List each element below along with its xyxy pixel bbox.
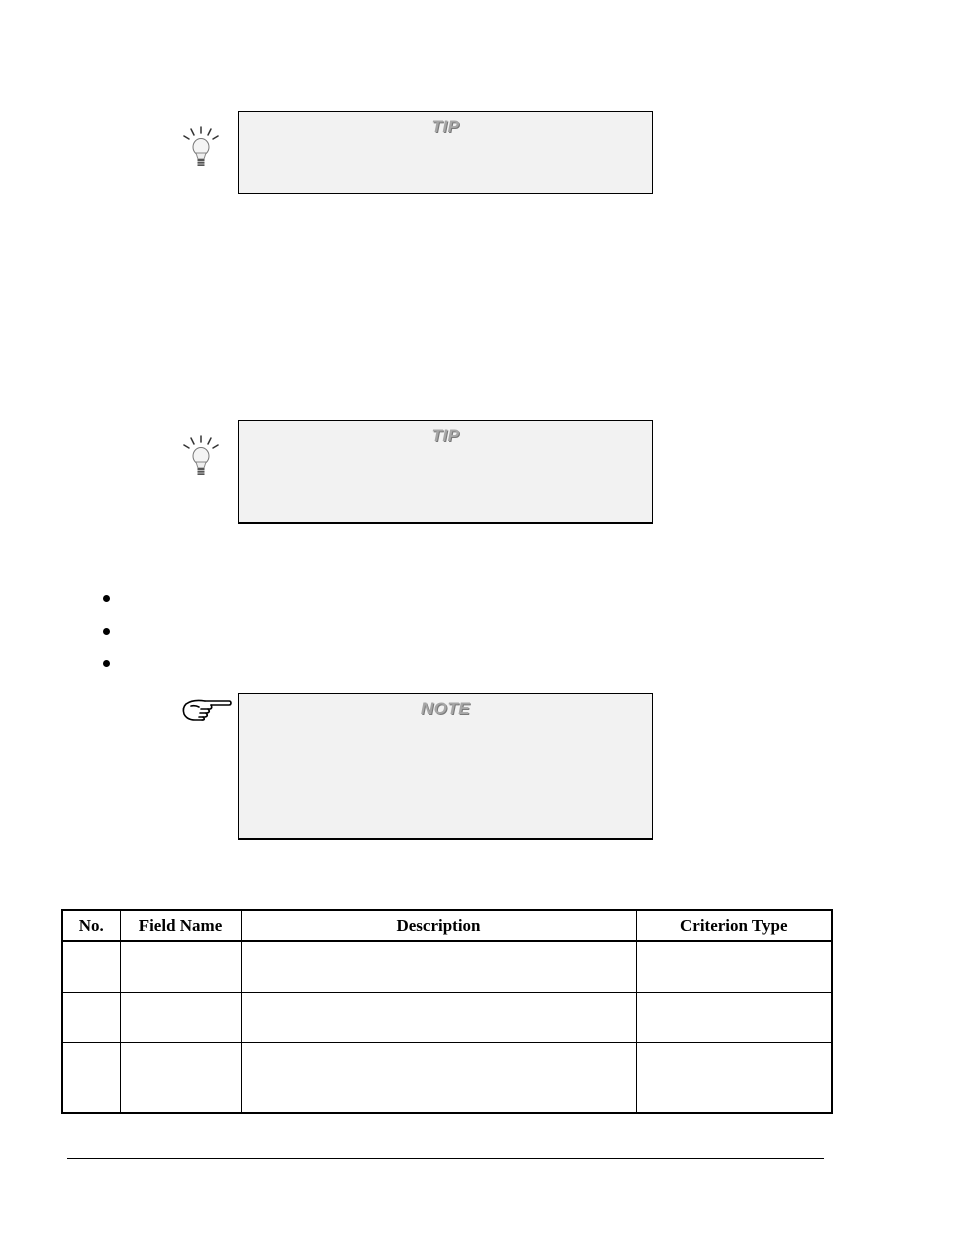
table-cell — [636, 1042, 832, 1113]
table-row — [62, 941, 832, 992]
list-bullet — [103, 595, 110, 602]
column-header-criterion-type: Criterion Type — [636, 910, 832, 941]
callout-title: NOTE — [420, 699, 471, 718]
lightbulb-icon — [180, 435, 222, 479]
callout-title: TIP — [431, 117, 460, 136]
callout-title: TIP — [431, 426, 460, 445]
table-cell — [120, 941, 241, 992]
column-header-field-name: Field Name — [120, 910, 241, 941]
list-bullet — [103, 628, 110, 635]
footer-divider — [67, 1158, 824, 1159]
table-cell — [241, 992, 636, 1042]
table-cell — [120, 1042, 241, 1113]
table-row — [62, 992, 832, 1042]
table-cell — [636, 941, 832, 992]
table-cell — [241, 1042, 636, 1113]
list-bullet — [103, 660, 110, 667]
table-cell — [62, 1042, 120, 1113]
table-cell — [62, 992, 120, 1042]
column-header-no: No. — [62, 910, 120, 941]
note-callout — [238, 693, 653, 840]
table-row — [62, 1042, 832, 1113]
field-table — [61, 909, 833, 1114]
table-cell — [62, 941, 120, 992]
tip-callout — [238, 420, 653, 524]
table-cell — [120, 992, 241, 1042]
table-cell — [241, 941, 636, 992]
table-cell — [636, 992, 832, 1042]
pointing-hand-icon — [181, 696, 233, 724]
lightbulb-icon — [180, 126, 222, 170]
column-header-description: Description — [241, 910, 636, 941]
tip-callout — [238, 111, 653, 194]
table-header-row — [62, 910, 832, 941]
